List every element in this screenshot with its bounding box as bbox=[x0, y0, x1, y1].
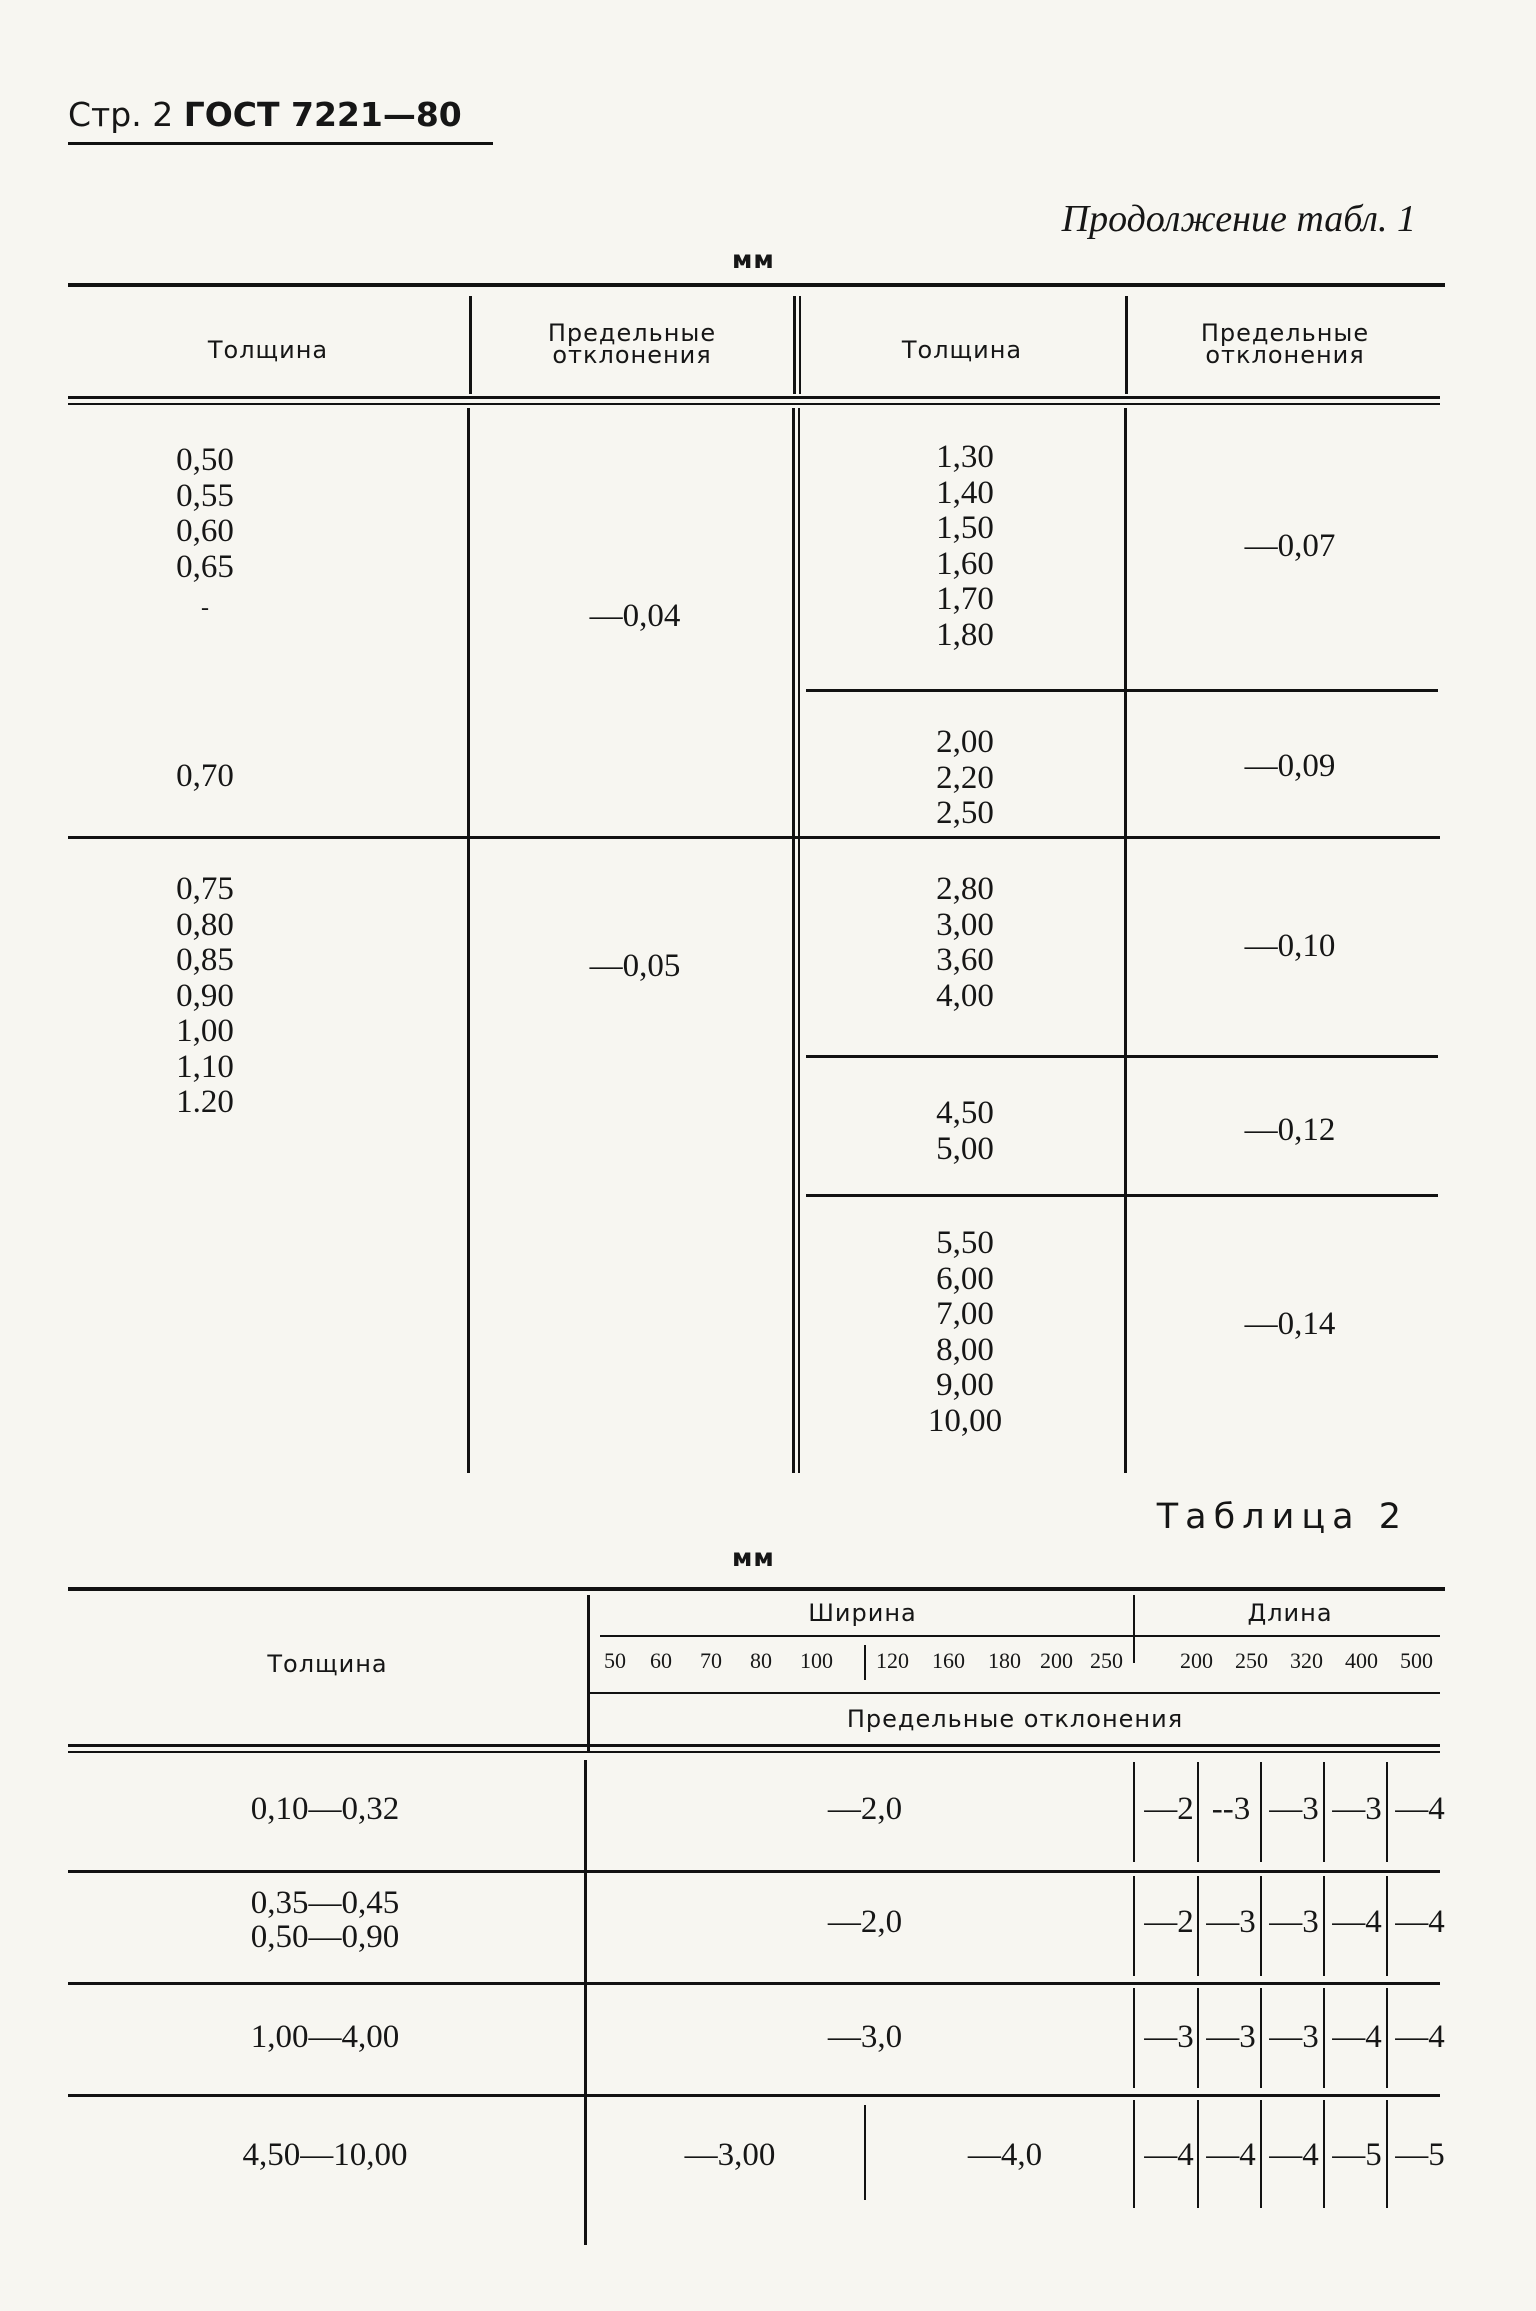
thickness-value: 1,50 bbox=[936, 510, 994, 546]
length-deviation: —3 bbox=[1332, 1791, 1382, 1827]
t1-sep-r4 bbox=[806, 1194, 1438, 1197]
width-value: 80 bbox=[750, 1648, 772, 1673]
t1-sep-r3 bbox=[806, 1055, 1438, 1058]
table1-header-rule-2 bbox=[68, 403, 1440, 405]
t2-hv-width-split bbox=[864, 1645, 866, 1680]
t1-right-g2-deviation: —0,09 bbox=[1244, 748, 1336, 784]
t1-right-g4-deviation: —0,12 bbox=[1244, 1112, 1336, 1148]
t2-row3-width-dev: —3,0 bbox=[827, 2019, 903, 2055]
t1-right-g2-thicknesses bbox=[910, 725, 1020, 832]
length-deviation: —3 bbox=[1206, 2019, 1256, 2055]
table1-header-rule-1 bbox=[68, 396, 1440, 399]
thickness-value: 4,00 bbox=[936, 977, 994, 1014]
length-deviation: —4 bbox=[1395, 2019, 1445, 2055]
length-deviation: —3 bbox=[1269, 2019, 1319, 2055]
width-value: 120 bbox=[876, 1648, 909, 1673]
thickness-value: 0,65 bbox=[176, 548, 234, 585]
t2-lv bbox=[1133, 1762, 1135, 1862]
t2-row4-width-dev-b: —4,0 bbox=[967, 2137, 1043, 2173]
t2-h-dev bbox=[590, 1692, 1440, 1694]
length-deviation: --3 bbox=[1211, 1791, 1251, 1827]
deviation-right-label: Предельные отклонения bbox=[1200, 319, 1370, 369]
t1-right-g4-thicknesses bbox=[910, 1096, 1020, 1167]
thickness-value: 8,00 bbox=[936, 1331, 994, 1368]
thickness-value: 5,50 bbox=[936, 1225, 994, 1261]
thickness-value: 2,00 bbox=[936, 724, 994, 760]
thickness-value: 1,30 bbox=[936, 439, 994, 475]
t1-hv1 bbox=[469, 296, 472, 394]
length-deviation: —5 bbox=[1395, 2137, 1445, 2173]
table2-top-rule bbox=[68, 1587, 1445, 1591]
t2-row4-width-split bbox=[864, 2105, 866, 2200]
standard-code: ГОСТ 7221—80 bbox=[183, 95, 462, 134]
t1-right-g3-thicknesses bbox=[910, 872, 1020, 1014]
table2-header-thickness: Толщина bbox=[267, 1650, 388, 1678]
deviation-left-label: Предельные отклонения bbox=[547, 319, 717, 369]
t1-right-g5-thicknesses bbox=[900, 1226, 1030, 1439]
t1-hv2b bbox=[799, 296, 801, 394]
t1-left-g1-deviation: —0,04 bbox=[589, 598, 681, 634]
t1-hv3 bbox=[1125, 296, 1128, 394]
t1-bv1 bbox=[467, 408, 470, 1473]
t2-row4-thickness: 4,50—10,00 bbox=[242, 2137, 408, 2173]
thickness-value: 4,50 bbox=[936, 1095, 994, 1131]
length-deviation: —2 bbox=[1144, 1791, 1194, 1827]
t2-row4-width-dev-a: —3,00 bbox=[684, 2137, 776, 2173]
t2-h-double-2 bbox=[68, 1751, 1440, 1753]
t2-row-sep-1 bbox=[68, 1870, 1440, 1873]
thickness-value: 0,80 bbox=[176, 906, 234, 943]
length-deviation: —4 bbox=[1332, 2019, 1382, 2055]
t1-bv2b bbox=[798, 408, 800, 1473]
t2-bv-main bbox=[584, 1760, 587, 2245]
t1-right-g1-thicknesses bbox=[910, 440, 1020, 653]
thickness-value: 0,60 bbox=[176, 513, 234, 549]
length-deviation: —3 bbox=[1144, 2019, 1194, 2055]
thickness-value: 2,20 bbox=[936, 759, 994, 796]
page-number: Стр. 2 bbox=[68, 95, 174, 134]
thickness-value: 10,00 bbox=[927, 1402, 1003, 1439]
t2-h-double-1 bbox=[68, 1744, 1440, 1747]
t2-lv bbox=[1133, 2100, 1135, 2208]
width-value: 200 bbox=[1040, 1648, 1073, 1673]
t2-lv bbox=[1133, 1988, 1135, 2088]
length-deviation: —4 bbox=[1269, 2137, 1319, 2173]
thickness-value: 1,00 bbox=[176, 1013, 234, 1049]
t2-row-sep-2 bbox=[68, 1982, 1440, 1985]
table1-header-thickness-left: Толщина bbox=[207, 336, 329, 364]
length-value: 320 bbox=[1290, 1648, 1323, 1673]
t2-row3-thickness: 1,00—4,00 bbox=[250, 2019, 400, 2055]
length-value: 500 bbox=[1400, 1648, 1433, 1673]
t1-left-g1-extra: 0,70 bbox=[176, 758, 234, 794]
thickness-value: 1,70 bbox=[936, 581, 994, 617]
width-value: 160 bbox=[932, 1648, 965, 1673]
length-deviation: —5 bbox=[1332, 2137, 1382, 2173]
t2-hv-main bbox=[587, 1595, 590, 1752]
t1-left-g1-thicknesses bbox=[155, 443, 255, 627]
thickness-range: 0,50—0,90 bbox=[250, 1919, 400, 1955]
width-value: 100 bbox=[800, 1648, 833, 1673]
length-deviation: —3 bbox=[1269, 1791, 1319, 1827]
t1-left-g2-deviation: —0,05 bbox=[589, 948, 681, 984]
thickness-value: 6,00 bbox=[936, 1260, 994, 1297]
table2-header-limit-deviations: Предельные отклонения bbox=[846, 1705, 1184, 1733]
table1-unit: мм bbox=[732, 245, 775, 274]
table1-header-deviation-left bbox=[473, 319, 791, 369]
thickness-value: 9,00 bbox=[936, 1367, 994, 1403]
thickness-value: 1,40 bbox=[936, 474, 994, 511]
length-deviation: —4 bbox=[1395, 1904, 1445, 1940]
thickness-value: 3,00 bbox=[936, 906, 994, 943]
t1-bv2 bbox=[792, 408, 795, 1473]
thickness-value: 2,80 bbox=[936, 871, 994, 907]
t2-row1-width-dev: —2,0 bbox=[827, 1791, 903, 1827]
t1-right-g1-deviation: —0,07 bbox=[1244, 528, 1336, 564]
thickness-value: 0,50 bbox=[176, 442, 234, 478]
thickness-value: 5,00 bbox=[936, 1130, 994, 1167]
t1-sep-r1 bbox=[806, 689, 1438, 692]
t2-row1-thickness: 0,10—0,32 bbox=[250, 1791, 400, 1827]
table1-header-deviation-right bbox=[1130, 319, 1440, 369]
width-value: 180 bbox=[988, 1648, 1021, 1673]
t1-right-g5-deviation: —0,14 bbox=[1244, 1306, 1336, 1342]
table1-top-rule bbox=[68, 283, 1445, 287]
t1-sep-left bbox=[68, 836, 1440, 839]
t2-row2-width-dev: —2,0 bbox=[827, 1904, 903, 1940]
t2-row2-thickness bbox=[200, 1886, 450, 1954]
t1-left-g2-thicknesses bbox=[155, 872, 255, 1121]
t1-right-g3-deviation: —0,10 bbox=[1244, 928, 1336, 964]
length-value: 400 bbox=[1345, 1648, 1378, 1673]
thickness-range: 0,35—0,45 bbox=[250, 1885, 400, 1921]
length-deviation: —2 bbox=[1144, 1904, 1194, 1940]
table2-header-width: Ширина bbox=[808, 1599, 917, 1627]
thickness-value: 0,75 bbox=[176, 871, 234, 907]
t2-h-sub bbox=[600, 1635, 1440, 1637]
table2-header-length: Длина bbox=[1247, 1599, 1333, 1627]
thickness-value: 1,60 bbox=[936, 545, 994, 582]
t2-row-sep-3 bbox=[68, 2094, 1440, 2097]
length-deviation: —4 bbox=[1332, 1904, 1382, 1940]
t1-bv3 bbox=[1124, 408, 1127, 1473]
thickness-value: 1,10 bbox=[176, 1048, 234, 1085]
thickness-value: - bbox=[201, 595, 209, 621]
thickness-value: 2,50 bbox=[936, 795, 994, 831]
thickness-value: 3,60 bbox=[936, 942, 994, 978]
table2-unit: мм bbox=[732, 1543, 775, 1572]
thickness-value: 0,90 bbox=[176, 977, 234, 1014]
t2-lv bbox=[1133, 1876, 1135, 1976]
table1-continuation-caption: Продолжение табл. 1 bbox=[1061, 198, 1416, 240]
length-deviation: —3 bbox=[1269, 1904, 1319, 1940]
length-deviation: —3 bbox=[1206, 1904, 1256, 1940]
length-deviation: —4 bbox=[1206, 2137, 1256, 2173]
table2 bbox=[0, 1500, 1536, 2260]
thickness-value: 0,85 bbox=[176, 942, 234, 978]
table1-header-thickness-right: Толщина bbox=[901, 336, 1023, 364]
length-deviation: —4 bbox=[1395, 1791, 1445, 1827]
thickness-value: 1.20 bbox=[176, 1084, 234, 1120]
thickness-value: 7,00 bbox=[936, 1296, 994, 1332]
width-value: 250 bbox=[1090, 1648, 1123, 1673]
width-value: 70 bbox=[700, 1648, 722, 1673]
t1-hv2 bbox=[793, 296, 796, 394]
length-value: 250 bbox=[1235, 1648, 1268, 1673]
length-value: 200 bbox=[1180, 1648, 1213, 1673]
thickness-value: 0,55 bbox=[176, 477, 234, 514]
table2-caption: Таблица 2 bbox=[1156, 1497, 1408, 1537]
width-value: 60 bbox=[650, 1648, 672, 1673]
t2-hv-len bbox=[1133, 1595, 1135, 1663]
thickness-value: 1,80 bbox=[936, 616, 994, 653]
length-deviation: —4 bbox=[1144, 2137, 1194, 2173]
width-value: 50 bbox=[604, 1648, 626, 1673]
